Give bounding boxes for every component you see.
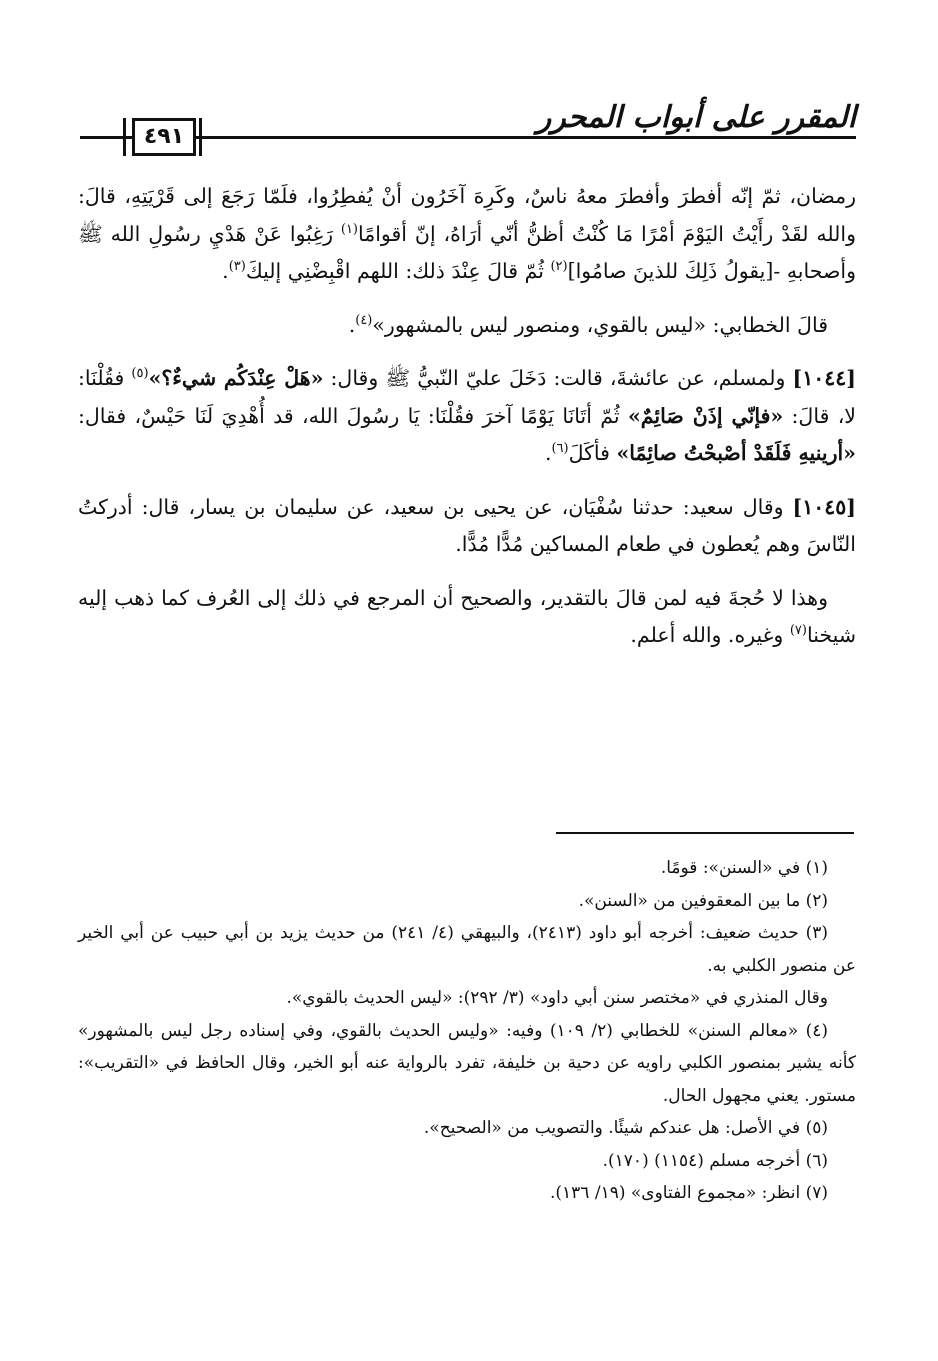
quote: «هَلْ عِنْدَكُم شيءٌ؟»	[148, 366, 324, 390]
hadith-number: [١٠٤٤]	[792, 366, 856, 390]
footnote-ref[interactable]: (٦)	[551, 441, 569, 457]
quote: «أرينيهِ فَلَقَدْ أصْبحْتُ صائِمًا»	[616, 441, 856, 465]
text-run: ولمسلم، عن عائشةَ، قالت: دَخَلَ عليّ النّبيُّ ﷺ وقال:	[323, 366, 793, 390]
text-run: فقُلْنَا: لا، قالَ:	[78, 366, 856, 428]
text-run: .	[544, 441, 552, 465]
footnote: (٦) أخرجه مسلم (١١٥٤) (١٧٠).	[602, 1150, 828, 1171]
text-run: رَغِبُوا عَنْ هَدْيِ رسُولِ الله ﷺ وأصحابهِ -[يقولُ ذَلِكَ للذينَ صامُوا]	[78, 221, 856, 283]
text-run: رمضان، ثمّ إنّه أفطرَ وأفطرَ معهُ ناسٌ، وكَرِهَ آخَرُون أنْ يُفطِرُوا، فلَمّا رَجَعَ إلى قَرْيَتِهِ، قالَ: والله لقَدْ رأَيْتُ اليَوْمَ أمْرًا مَا كُنْتُ أظنُّ أنّي أرَاهُ، إنّ أقوامًا	[78, 184, 856, 246]
main-text	[78, 178, 856, 655]
text-run: .	[348, 312, 356, 337]
footnote-separator	[556, 832, 854, 834]
footnote: وقال المنذري في «مختصر سنن أبي داود» (٣/ ٢٩٢): «ليس الحديث بالقوي».	[286, 988, 828, 1008]
footnote-ref[interactable]: (١)	[340, 221, 358, 237]
text-run: وقال سعيد: حدثنا سُفْيَان، عن يحيى بن سعيد، عن سليمان بن يسار، قال: أدركتُ النّاسَ وهم يُعطون في طعام المساكين مُدًّا مُدًّا.	[78, 494, 856, 556]
page-number: ٤٩١	[132, 118, 196, 156]
footnote: (٧) انظر: «مجموع الفتاوى» (١٩/ ١٣٦).	[550, 1183, 828, 1203]
quote: «فإنّي إذَنْ صَائِمٌ»	[627, 403, 784, 428]
footnotes	[78, 852, 856, 1210]
footnote-ref[interactable]: (٣)	[228, 259, 246, 275]
footnote-ref[interactable]: (٢)	[550, 259, 568, 275]
running-title: المقرر على أبواب المحرر	[536, 100, 856, 135]
paragraph	[78, 178, 856, 291]
text-run: .	[222, 259, 229, 283]
text-run: فأكَلَ	[568, 441, 617, 465]
footnote: (١) في «السنن»: قومًا.	[660, 858, 828, 878]
footnote-ref[interactable]: (٧)	[789, 623, 807, 639]
text-run: وغيره. والله أعلم.	[630, 623, 790, 647]
footnote: (٢) ما بين المعقوفين من «السنن».	[578, 890, 828, 911]
text-run: ثُمّ أتَانَا يَوْمًا آخرَ فقُلْنَا: يَا رسُولَ الله، قد أُهْدِيَ لَنَا حَيْسٌ، فقال:	[78, 403, 628, 428]
footnote: (٤) «معالم السنن» للخطابي (٢/ ١٠٩) وفيه: «وليس الحديث بالقوي، وفي إسناده رجل ليس بالمشهور» كأنه يشير بمنصور الكلبي راويه عن دحية بن خليفة، تفرد بالرواية عنه أبو الخير، وقال الحافظ في «التقريب»: مستور. يعني مجهول الحال.	[78, 1020, 856, 1106]
paragraph	[78, 489, 856, 564]
footnote: (٥) في الأصل: هل عندكم شيئًا. والتصويب من «الصحيح».	[423, 1118, 828, 1138]
text-run: وهذا لا حُجةَ فيه لمن قالَ بالتقدير، والصحيح أن المرجع في ذلك إلى العُرف كما ذهب إليه شيخنا	[78, 585, 856, 647]
text-run: قالَ الخطابي: «ليس بالقوي، ومنصور ليس بالمشهور»	[372, 312, 828, 337]
header-rule	[80, 136, 856, 139]
hadith-number: [١٠٤٥]	[792, 494, 856, 519]
footnote-ref[interactable]: (٥)	[131, 366, 149, 382]
text-run: ثُمّ قالَ عِنْدَ ذلك: اللهم اقْبِضْنِي إليكَ	[245, 259, 551, 283]
footnote-ref[interactable]: (٤)	[355, 312, 373, 328]
paragraph	[78, 360, 856, 473]
paragraph	[78, 307, 856, 345]
footnote: (٣) حديث ضعيف: أخرجه أبو داود (٢٤١٣)، والبيهقي (٤/ ٢٤١) من حديث يزيد بن أبي حبيب عن أبي الخير عن منصور الكلبي به.	[78, 923, 856, 976]
paragraph	[78, 580, 856, 655]
